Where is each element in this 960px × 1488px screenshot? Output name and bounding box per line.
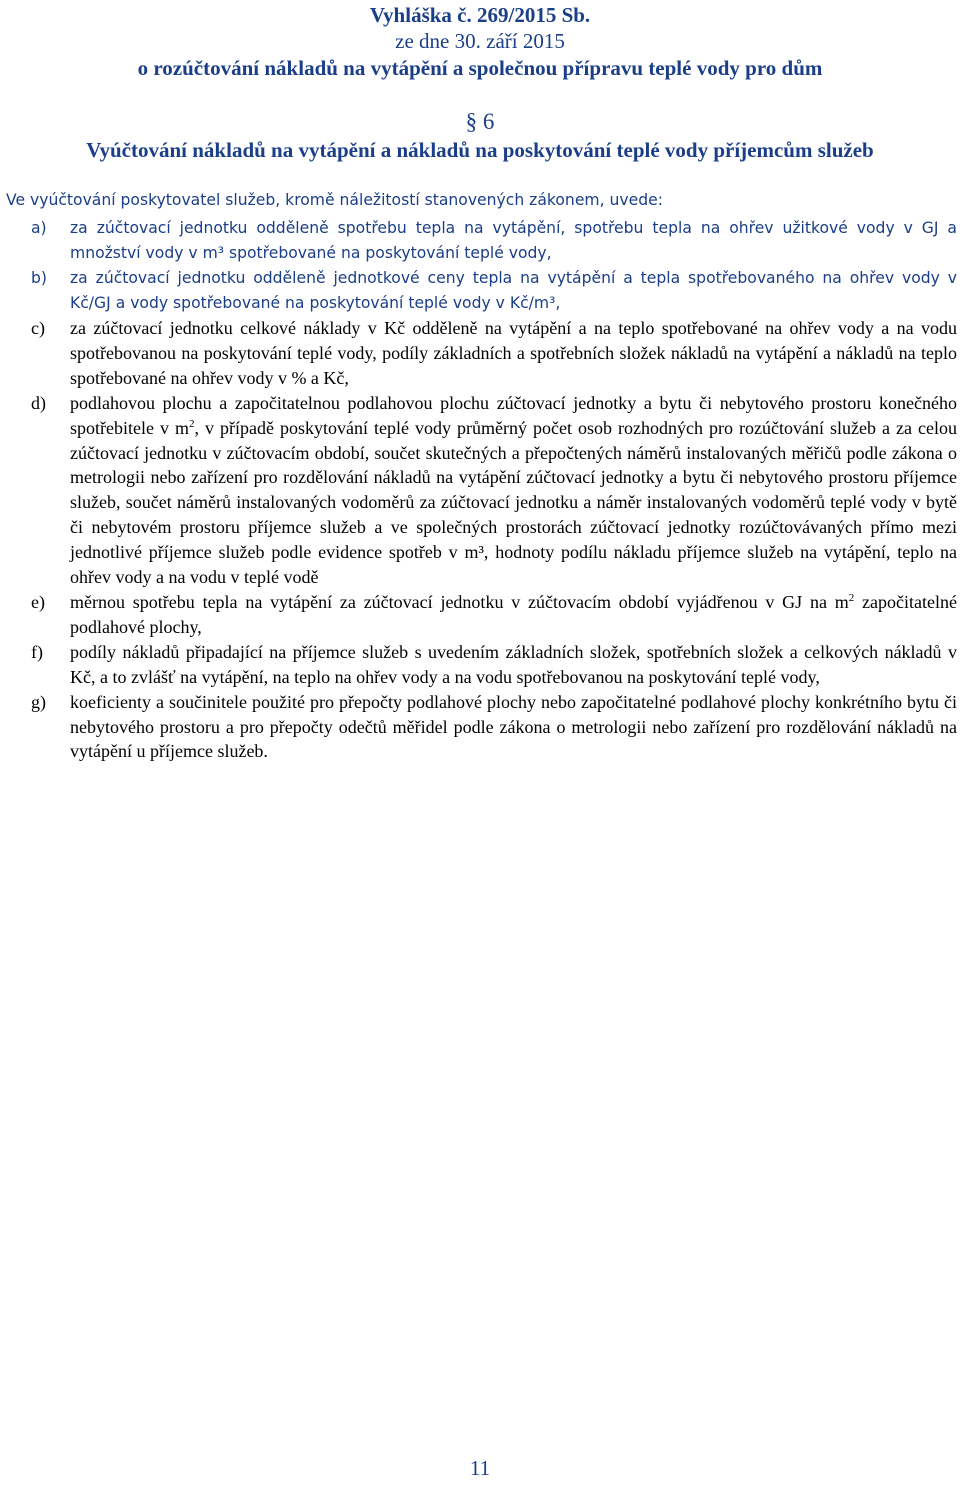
list-item-letter: g) [31, 691, 46, 712]
requirements-list [6, 216, 957, 764]
document-title: Vyhláška č. 269/2015 Sb. [369, 3, 591, 27]
section-title: Vyúčtování nákladů na vytápění a nákladů na poskytování teplé vody příjemcům služeb [86, 138, 874, 162]
superscript: 2 [189, 417, 195, 430]
list-item-text-part: podlahovou plochu a započitatelnou podlahovou plochu zúčtovací jednotky a bytu či nebytového prostoru konečného spotřebitele v m [70, 392, 957, 438]
list-item-b [6, 266, 957, 316]
section-number: § 6 [465, 109, 495, 134]
list-item-text [70, 393, 957, 587]
list-item-letter: d) [31, 392, 46, 413]
list-item-text: za zúčtovací jednotku odděleně jednotkové ceny tepla na vytápění a tepla spotřebovaného na ohřev vody v Kč/GJ a vody spotřebované na poskytování teplé vody v Kč/m³, [70, 269, 957, 312]
list-item-text-part: měrnou spotřebu tepla na vytápění za zúčtovací jednotku v zúčtovacím období vyjádřenou v GJ na m [70, 591, 849, 612]
list-item-text [70, 592, 957, 637]
list-item-letter: c) [31, 318, 45, 338]
list-item-text-part: , v případě poskytování teplé vody průměrný počet osob rozhodných pro rozúčtování služeb a za celou zúčtovací jednotku v zúčtovacím období, součet skutečných a přepočtených náměrů instalovaných měřičů podle zákona o metrologii nebo zařízení pro rozdělování nákladů na vytápění zúčtovací jednotky a bytu či nebytového prostoru příjemce služeb, součet náměrů instalovaných vodoměrů za zúčtovací jednotku a náměr instalovaných vodoměrů teplé vody v bytě či nebytovém prostoru příjemce služeb a ve společných prostorách zúčtovací jednotky rozúčtovávaných přímo mezi jednotlivé příjemce služeb podle evidence spotřeb v m³, hodnoty podílu nákladu příjemce služeb na vytápění, teplo na ohřev vody a na vodu v teplé vodě [70, 417, 957, 588]
list-item-letter: b) [31, 269, 47, 287]
list-item-text: za zúčtovací jednotku odděleně spotřebu tepla na vytápění, spotřebu tepla na ohřev užitkové vody v GJ a množství vody v m³ spotřebované na poskytování teplé vody, [70, 219, 957, 262]
list-item-f [6, 640, 957, 690]
page-number: 11 [469, 1456, 491, 1480]
list-item-e [6, 590, 957, 640]
superscript: 2 [848, 591, 855, 604]
document-header [0, 2, 960, 82]
list-item-letter: f) [31, 641, 43, 662]
list-item-text: za zúčtovací jednotku celkové náklady v Kč odděleně na vytápění a na teplo spotřebované na ohřev vody a na vodu spotřebovanou na poskytování teplé vody, podíly základních a spotřebních složek nákladů na vytápění a nákladů na teplo spotřebované na ohřev vody v % a Kč, [70, 318, 957, 388]
document-date: ze dne 30. září 2015 [395, 29, 565, 53]
intro-paragraph: Ve vyúčtování poskytovatel služeb, kromě náležitostí stanovených zákonem, uvede: [6, 191, 663, 209]
list-item-letter: a) [31, 219, 47, 237]
list-item-letter: e) [31, 591, 45, 612]
list-item-text: koeficienty a součinitele použité pro přepočty podlahové plochy nebo započitatelné podlahové plochy konkrétního bytu či nebytového prostoru a pro přepočty odečtů měřidel podle zákona o metrologii nebo zařízení pro rozdělování nákladů na vytápění u příjemce služeb. [70, 691, 957, 762]
document-subject: o rozúčtování nákladů na vytápění a společnou přípravu teplé vody pro dům [137, 56, 823, 80]
list-item-g [6, 690, 957, 765]
list-item-a [6, 216, 957, 266]
list-item-text: podíly nákladů připadající na příjemce služeb s uvedením základních složek, spotřebních složek a celkových nákladů v Kč, a to zvlášť na vytápění, na teplo na ohřev vody a na vodu spotřebovanou na poskytování teplé vody, [70, 641, 957, 687]
list-item-d [6, 391, 957, 590]
list-item-text-part: započitatelné podlahové plochy, [70, 591, 957, 637]
list-item-c [6, 316, 957, 391]
